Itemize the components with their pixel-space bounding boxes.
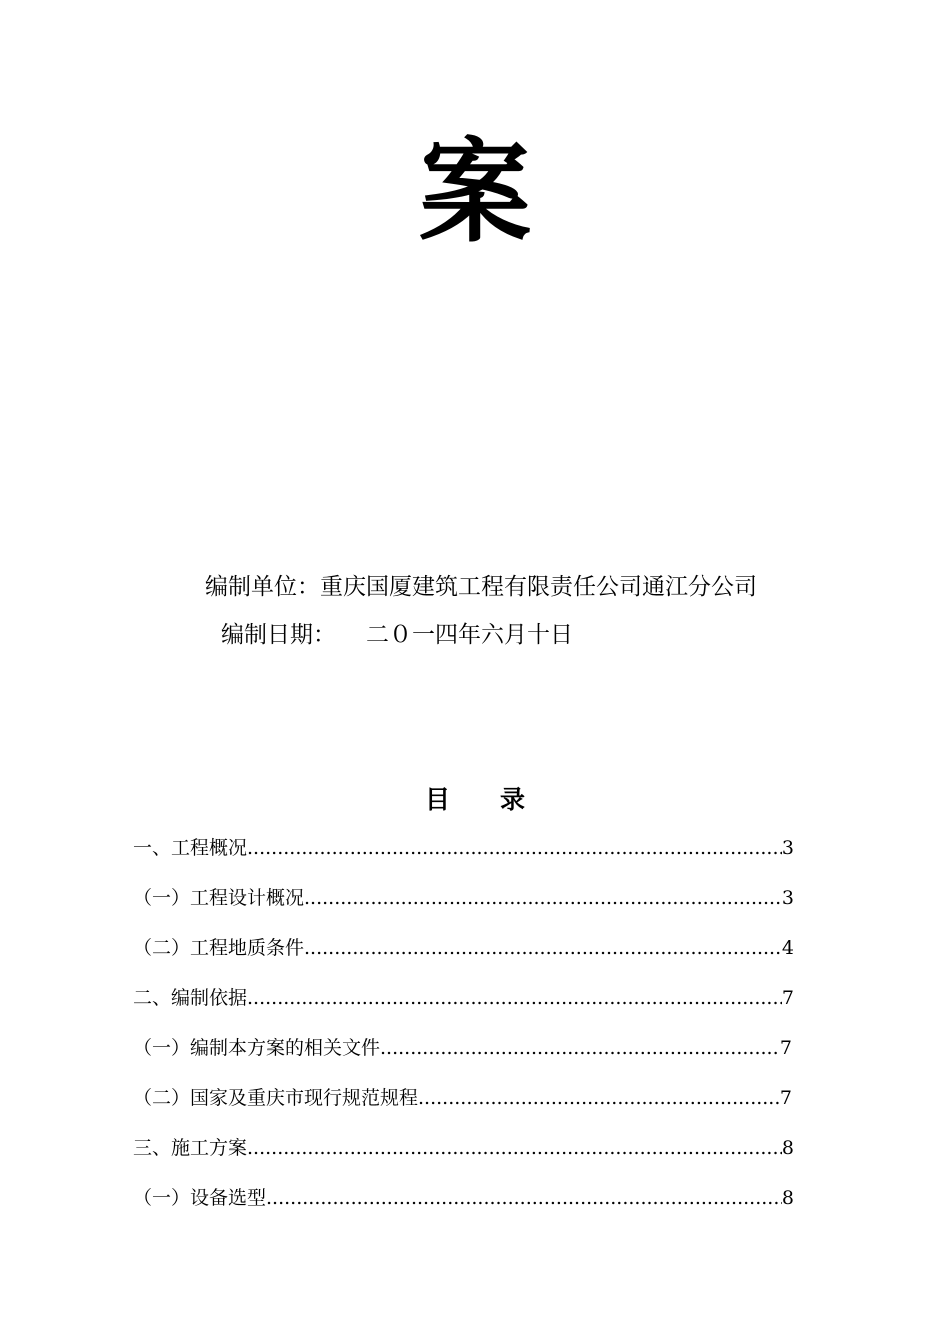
toc-entry[interactable] [133, 833, 794, 863]
toc-dot-leader [247, 983, 782, 1013]
compiling-date [221, 620, 573, 650]
toc-entry-label: （一）工程设计概况 [133, 887, 305, 909]
toc-entry-label: （一）编制本方案的相关文件 [133, 1037, 381, 1059]
compiling-unit-value: 重庆国厦建筑工程有限责任公司通江分公司 [320, 574, 757, 600]
toc-heading-right: 录 [500, 785, 526, 814]
toc-dot-leader [247, 833, 782, 863]
toc-dot-leader [418, 1083, 780, 1113]
toc-entry-label: （二）国家及重庆市现行规范规程 [133, 1087, 419, 1109]
toc-dot-leader [266, 1183, 782, 1213]
toc-entry[interactable] [133, 883, 794, 913]
toc-entry-page: 4 [781, 937, 794, 959]
compiling-date-label: 编制日期： [221, 622, 336, 648]
compiling-unit-label: 编制单位： [205, 574, 320, 600]
toc-entry-page: 7 [779, 1087, 792, 1109]
toc-entry-label: 三、施工方案 [133, 1137, 248, 1159]
toc-entry[interactable] [133, 1033, 792, 1063]
toc-dot-leader [380, 1033, 780, 1063]
toc-dot-leader [247, 1133, 782, 1163]
toc-entry-label: （二）工程地质条件 [133, 937, 305, 959]
toc-entry-page: 3 [781, 887, 794, 909]
toc-dot-leader [304, 933, 782, 963]
cover-title: 案 [419, 128, 531, 258]
toc-entry-label: 二、编制依据 [133, 987, 248, 1009]
toc-entry-page: 8 [781, 1187, 794, 1209]
compiling-unit [205, 572, 757, 602]
toc-entry-label: 一、工程概况 [133, 837, 248, 859]
toc-dot-leader [304, 883, 782, 913]
toc-entry-label: （一）设备选型 [133, 1187, 267, 1209]
toc-entry-page: 8 [781, 1137, 794, 1159]
toc-entry[interactable] [133, 983, 794, 1013]
toc-entry[interactable] [133, 1133, 794, 1163]
toc-heading-left: 目 [424, 785, 450, 814]
compiling-date-value: 二０一四年六月十日 [366, 622, 573, 648]
toc-entry[interactable] [133, 1083, 792, 1113]
toc-heading [0, 784, 950, 816]
toc-entry[interactable] [133, 933, 794, 963]
toc-entry[interactable] [133, 1183, 794, 1213]
toc-entry-page: 3 [781, 837, 794, 859]
toc-entry-page: 7 [779, 1037, 792, 1059]
toc-entry-page: 7 [781, 987, 794, 1009]
